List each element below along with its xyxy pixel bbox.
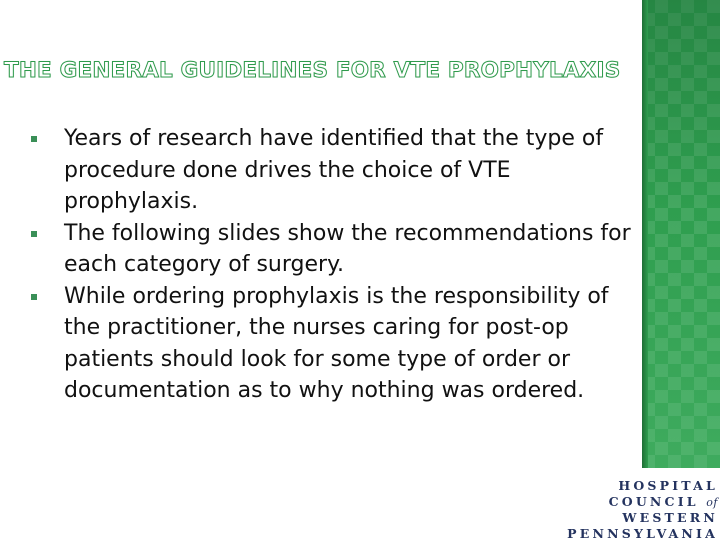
- logo-of-text: of: [706, 495, 718, 509]
- bullet-text: Years of research have identified that the type of procedure done drives the choice of VTE prophylaxis.: [64, 126, 604, 214]
- square-bullet-icon: [31, 231, 37, 237]
- logo-line-western: WESTERN: [622, 510, 718, 525]
- bullet-item: [30, 123, 640, 218]
- logo-council-text: COUNCIL: [608, 493, 699, 509]
- square-bullet-icon: [31, 294, 37, 300]
- band-shading: [642, 0, 720, 468]
- bullet-item: [30, 218, 640, 281]
- decorative-green-band: [642, 0, 720, 468]
- slide-title: THE GENERAL GUIDELINES FOR VTE PROPHYLAXIS: [4, 58, 621, 83]
- square-bullet-icon: [31, 136, 37, 142]
- bullet-text: While ordering prophylaxis is the responsibility of the practitioner, the nurses caring for post-op patients should look for some type of order or documentation as to why nothing was ordered.: [64, 283, 609, 403]
- bullet-text: The following slides show the recommendations for each category of surgery.: [64, 220, 631, 277]
- bullet-list: [30, 123, 640, 407]
- logo-line-pennsylvania: PENNSYLVANIA: [567, 525, 718, 540]
- bullet-item: [30, 281, 640, 407]
- logo-line-council: [560, 494, 720, 511]
- logo-line-hospital: HOSPITAL: [618, 478, 718, 493]
- hospital-council-logo: [560, 478, 720, 540]
